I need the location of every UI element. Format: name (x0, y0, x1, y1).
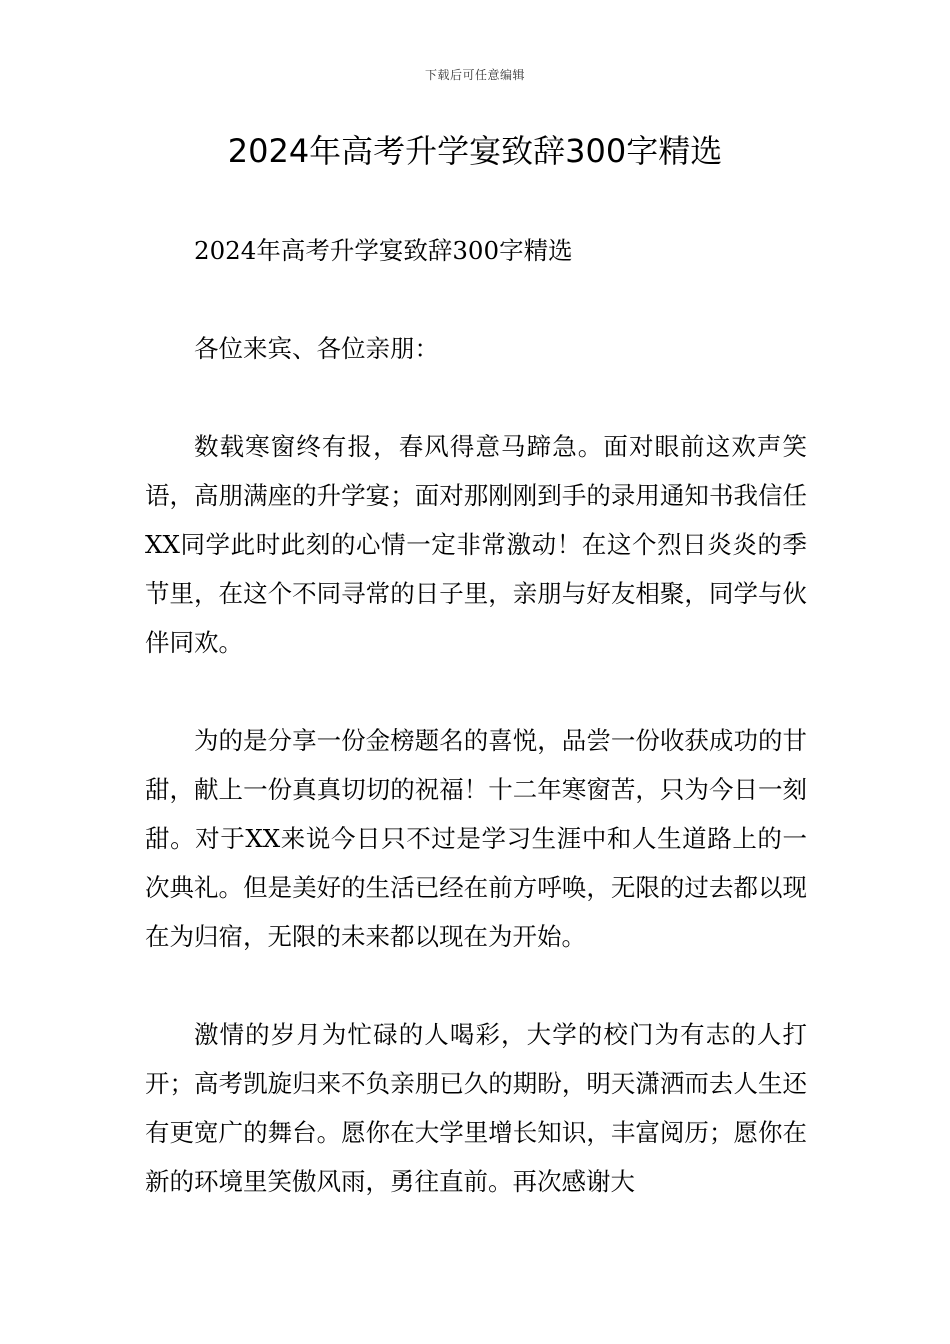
body-paragraph-3: 激情的岁月为忙碌的人喝彩，大学的校门为有志的人打开；高考凯旋归来不负亲朋已久的期盼，明天潇洒而去人生还有更宽广的舞台。愿你在大学里增长知识，丰富阅历；愿你在新的环境里笑傲风雨，勇往直前。再次感谢大 (145, 1020, 807, 1196)
document-title: 2024年高考升学宴致辞300字精选 (227, 132, 723, 170)
header-note: 下载后可任意编辑 (424, 68, 525, 82)
body-paragraph-1: 数载寒窗终有报，春风得意马蹄急。面对眼前这欢声笑语，高朋满座的升学宴；面对那刚刚到手的录用通知书我信任XX同学此时此刻的心情一定非常激动！在这个烈日炎炎的季节里，在这个不同寻常的日子里，亲朋与好友相聚，同学与伙伴同欢。 (145, 432, 807, 657)
salutation-paragraph: 各位来宾、各位亲朋： (194, 334, 439, 363)
body-paragraph-2: 为的是分享一份金榜题名的喜悦，品尝一份收获成功的甘甜，献上一份真真切切的祝福！十二年寒窗苦，只为今日一刻甜。对于XX来说今日只不过是学习生涯中和人生道路上的一次典礼。但是美好的生活已经在前方呼唤，无限的过去都以现在为归宿，无限的未来都以现在为开始。 (145, 726, 807, 951)
document-body (145, 226, 807, 1255)
subtitle-paragraph: 2024年高考升学宴致辞300字精选 (194, 236, 573, 265)
